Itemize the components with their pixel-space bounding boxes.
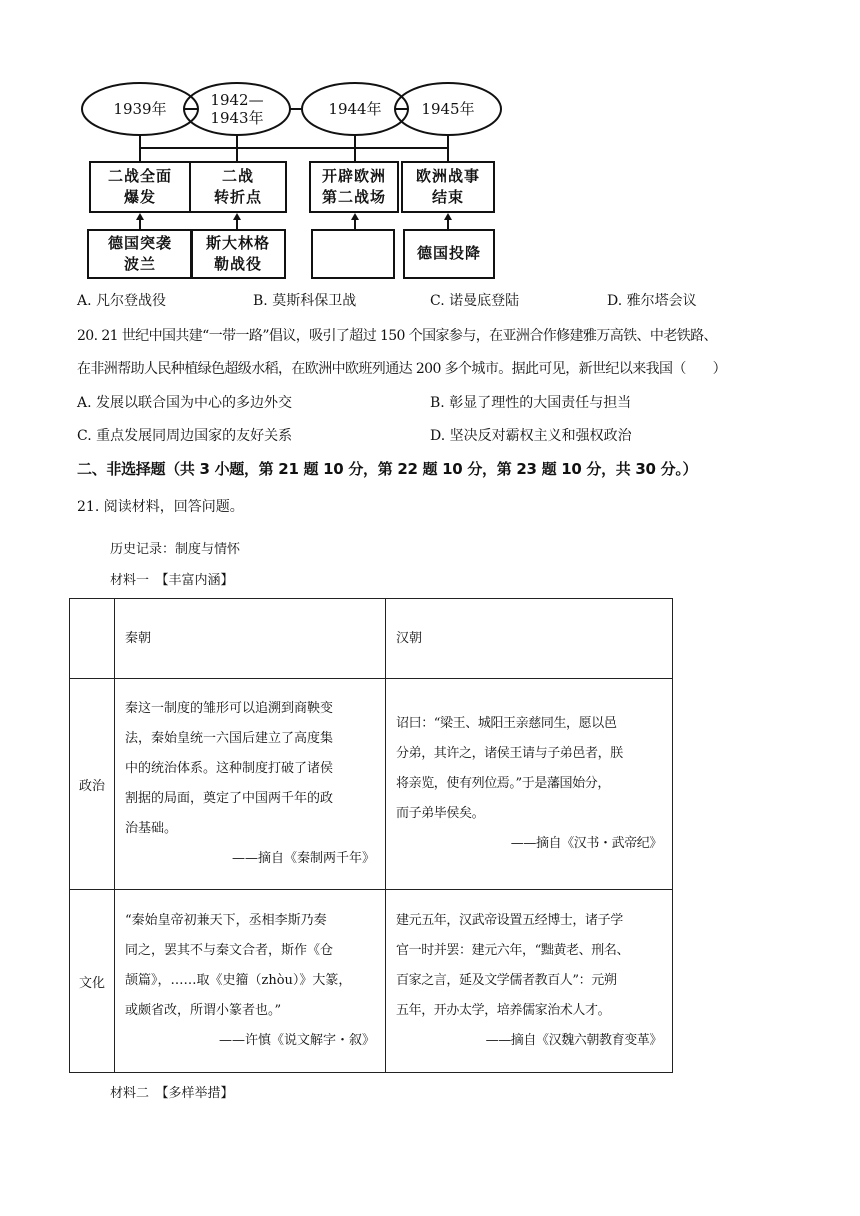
event-2-line1: 斯大林格 [205,234,270,252]
q21-subtitle: 历史记录：制度与情怀 [110,542,241,557]
q20-option-d: D. 坚决反对霸权主义和强权政治 [430,428,632,444]
table-row-culture [70,890,673,1073]
row-label-culture: 文化 [70,890,115,1073]
material-table [69,598,673,1073]
q20-option-a: A. 发展以联合国为中心的多边外交 [77,395,293,411]
year-1943: 1943年 [210,109,264,127]
q20-stem-line2: 在非洲帮助人民种植绿色超级水稻，在欧洲中欧班列通达 200 多个城市。据此可见，新世纪以来我国（ ） [77,361,727,377]
politics-qin-source: ——摘自《秦制两千年》 [231,851,375,866]
stage-1-line2: 爆发 [123,188,156,206]
q19-option-c: C. 诺曼底登陆 [430,293,520,309]
politics-qin-cell: 秦这一制度的雏形可以追溯到商鞅变 法，秦始皇统一六国后建立了高度集 中的统治体系。这种制度打破了诸侯 割据的局面，奠定了中国两千年的政 治基础。 ——摘自《秦制两千年》 [115,679,386,890]
q20-stem-line1: 20. 21 世纪中国共建“一带一路”倡议，吸引了超过 150 个国家参与，在亚洲合作修建雅万高铁、中老铁路、 [77,328,717,344]
culture-qin-source: ——许慎《说文解字・叙》 [218,1033,375,1048]
q19-option-b: B. 莫斯科保卫战 [253,293,357,309]
stage-3-line2: 第二战场 [321,188,386,206]
event-2-line2: 勒战役 [213,255,262,273]
material-2-label: 材料二 【多样举措】 [110,1086,234,1101]
table-header-han: 汉朝 [386,599,673,679]
year-1945: 1945年 [421,100,475,118]
year-1944: 1944年 [328,100,382,118]
table-row-politics [70,679,673,890]
table-corner-cell [70,599,115,679]
section-2-heading: 二、非选择题（共 3 小题，第 21 题 10 分，第 22 题 10 分，第 23 题 10 分，共 30 分。） [77,460,698,478]
q21-stem: 21. 阅读材料，回答问题。 [77,499,244,515]
q19-option-a: A. 凡尔登战役 [77,293,167,309]
event-1-line2: 波兰 [123,255,156,273]
culture-han-cell: 建元五年，汉武帝设置五经博士，诸子学 官一时并罢：建元六年，“黜黄老、刑名、 百家之言，延及文学儒者教百人”：元朔 五年，开办太学，培养儒家治术人才。 ——摘自《汉魏六朝教育变革》 [386,890,673,1073]
stage-1-line1: 二战全面 [107,167,172,185]
year-1942: 1942— [210,91,264,109]
table-header-qin: 秦朝 [115,599,386,679]
politics-han-cell: 诏曰：“梁王、城阳王亲慈同生，愿以邑 分弟，其许之，诸侯王请与子弟邑者，朕 将亲览，使有列位焉。”于是藩国始分， 而子弟毕侯矣。 ——摘自《汉书・武帝纪》 [386,679,673,890]
culture-han-source: ——摘自《汉魏六朝教育变革》 [485,1033,662,1048]
row-label-politics: 政治 [70,679,115,890]
material-1-label: 材料一 【丰富内涵】 [110,573,234,588]
q20-option-c: C. 重点发展同周边国家的友好关系 [77,428,293,444]
stage-4-line1: 欧洲战事 [415,167,480,185]
q20-option-b: B. 彰显了理性的大国责任与担当 [430,395,632,411]
stage-3-line1: 开辟欧洲 [321,167,386,185]
stage-2-line1: 二战 [221,167,254,185]
culture-qin-cell: “秦始皇帝初兼天下，丞相李斯乃奏 同之，罢其不与秦文合者，斯作《仓 颉篇》，……取《史籀（zhòu）》大篆， 或颇省改，所谓小篆者也。” ——许慎《说文解字・叙》 [115,890,386,1073]
politics-han-source: ——摘自《汉书・武帝纪》 [510,836,662,851]
year-1939: 1939年 [113,100,167,118]
table-header-row [70,599,673,679]
timeline-diagram [60,82,520,282]
stage-2-line2: 转折点 [213,188,262,206]
event-1-line1: 德国突袭 [107,234,172,252]
event-4: 德国投降 [416,244,481,262]
q19-option-d: D. 雅尔塔会议 [607,293,697,309]
stage-4-line2: 结束 [431,188,464,206]
